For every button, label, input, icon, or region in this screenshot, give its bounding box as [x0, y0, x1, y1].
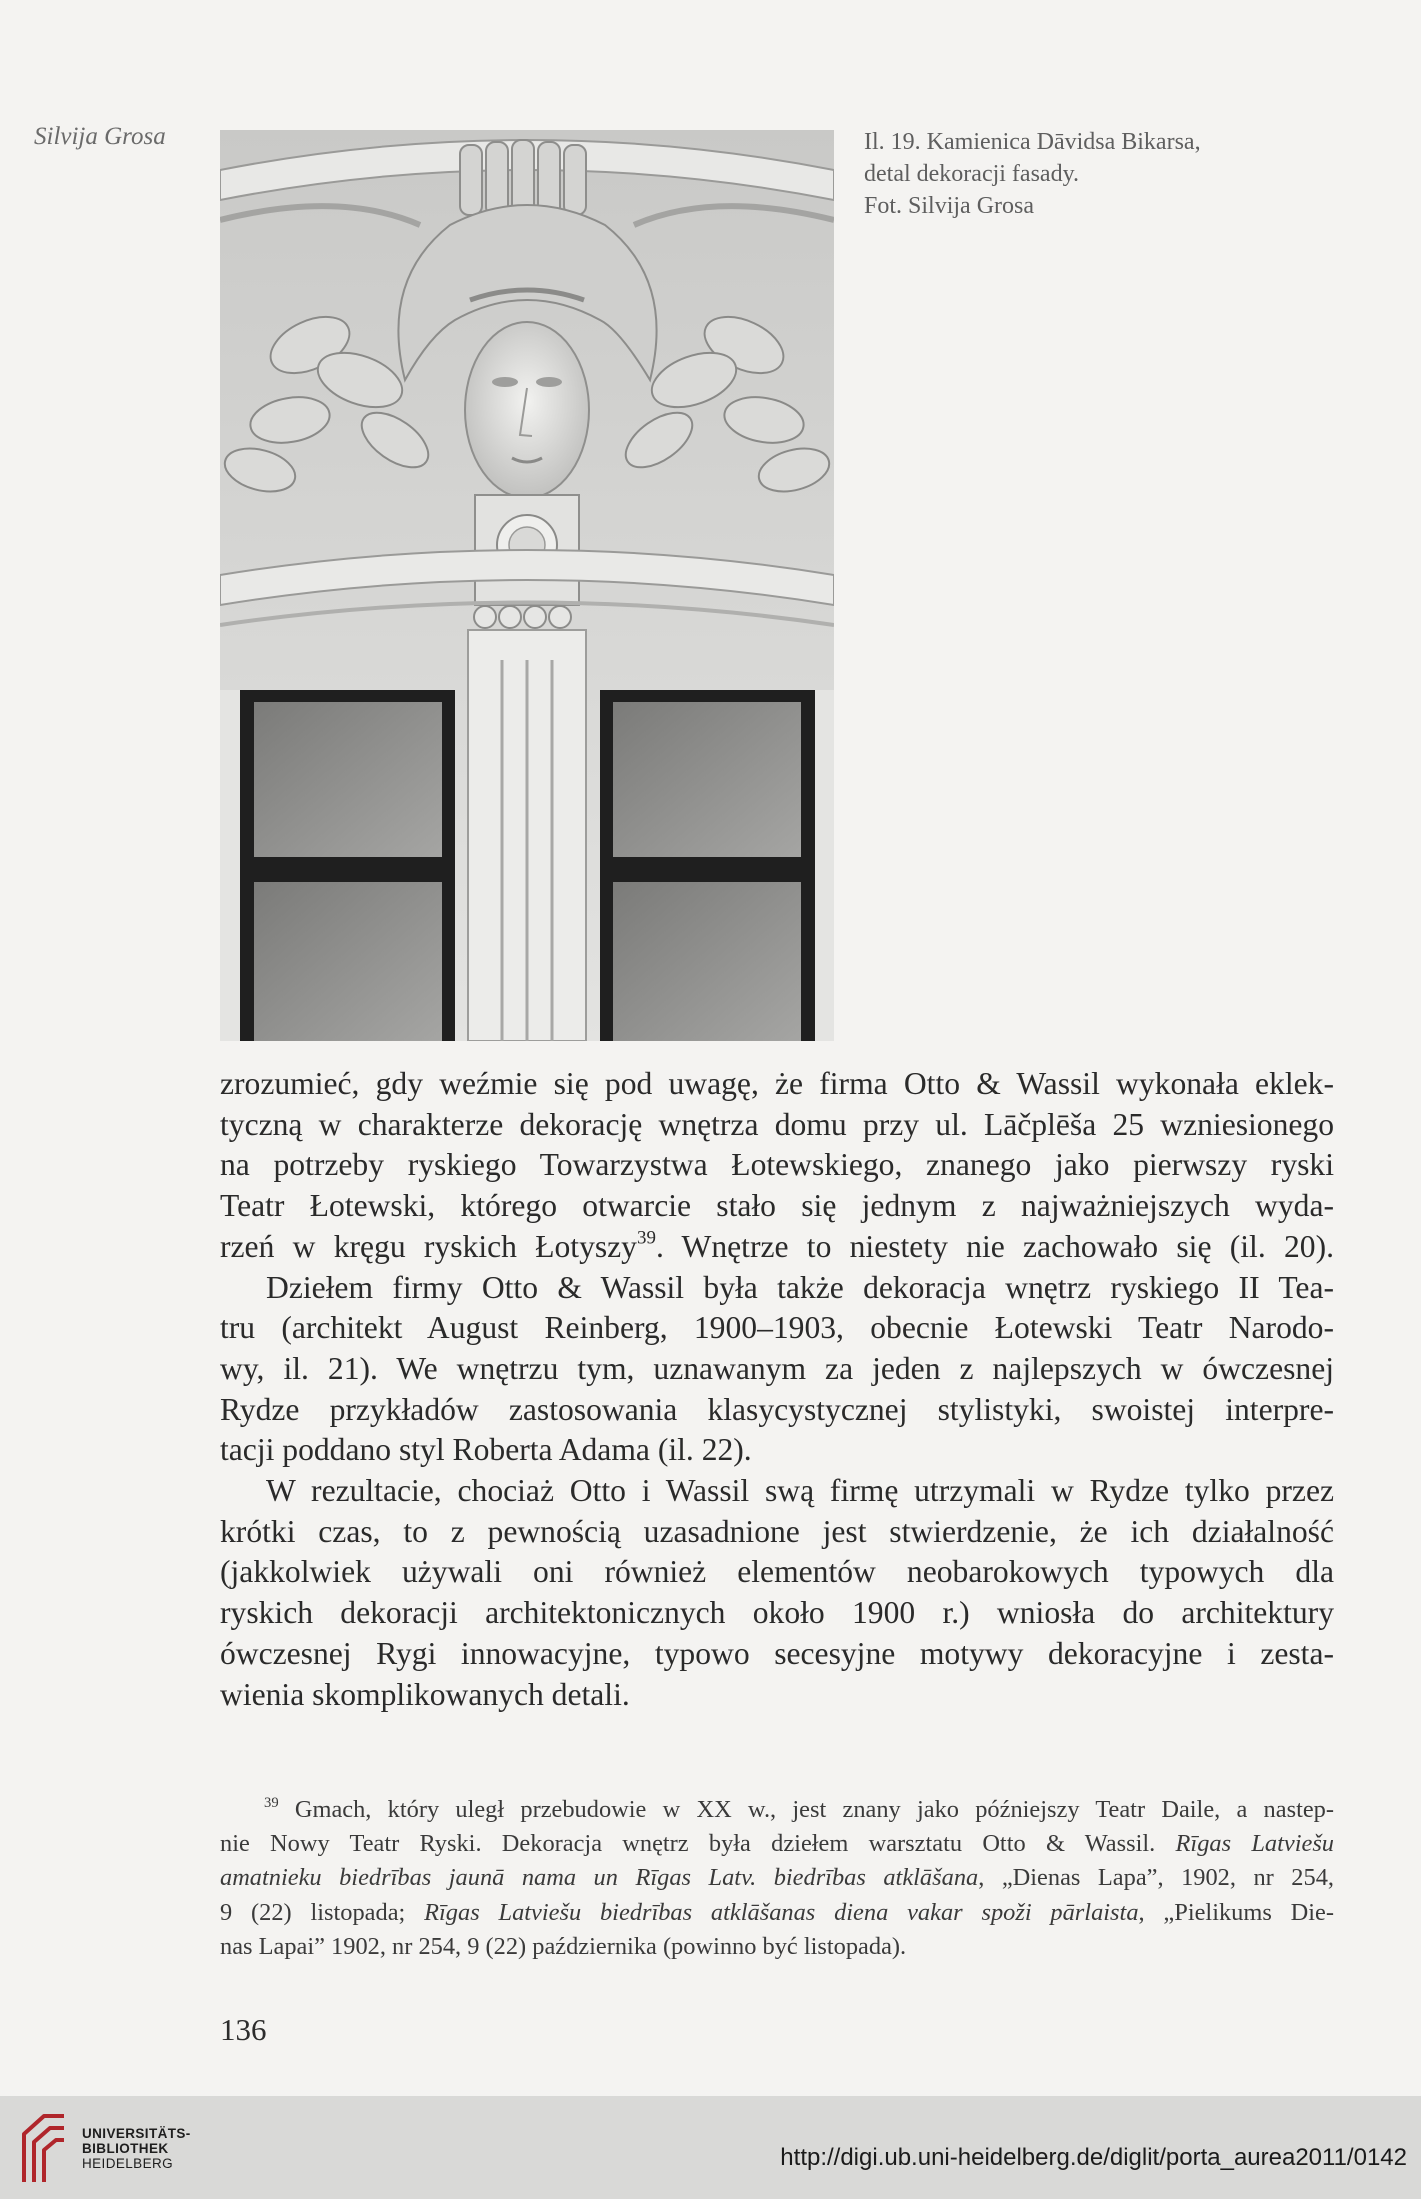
- library-logo-icon: [14, 2108, 72, 2188]
- text-line: ryskich dekoracji architektonicznych około 1900 r.) wniosła do architektury: [220, 1595, 1334, 1631]
- text-run-italic: amatnieku biedrības jaunā nama un Rīgas Latv. biedrības atklāšana: [220, 1864, 979, 1892]
- text-line: (jakkolwiek używali oni również elementów neobarokowych typowych dla: [220, 1554, 1334, 1590]
- text-line: Dziełem firmy Otto & Wassil była także dekoracja wnętrz ryskiego II Tea-: [266, 1269, 1334, 1305]
- caption-line: detal dekoracji fasady.: [864, 161, 1080, 187]
- text-line: na potrzeby ryskiego Towarzystwa Łotewskiego, znanego jako pierwszy ryski: [220, 1147, 1334, 1183]
- footnote-number: 39: [264, 1794, 279, 1811]
- caption-line: Il. 19. Kamienica Dāvidsa Bikarsa,: [864, 129, 1201, 155]
- footer-bar: [0, 2096, 1421, 2199]
- text-line: tru (architekt August Reinberg, 1900–1903, obecnie Łotewski Teatr Narodo-: [220, 1310, 1334, 1346]
- paragraph-3: [220, 1471, 1334, 1715]
- running-head: Silvija Grosa: [34, 123, 166, 150]
- library-name-line: HEIDELBERG: [82, 2156, 174, 2171]
- text-run: rzeń w kręgu ryskich Łotyszy: [220, 1228, 637, 1264]
- footnote-line: [220, 1793, 1334, 1827]
- library-name: [82, 2126, 191, 2171]
- text-run: Gmach, który uległ przebudowie w XX w., jest znany jako późniejszy Teatr Daile, a nastep-: [294, 1796, 1334, 1823]
- text-line: W rezultacie, chociaż Otto i Wassil swą firmę utrzymali w Rydze tylko przez: [266, 1473, 1334, 1509]
- text-run: , „Pielikums Die-: [1138, 1898, 1334, 1926]
- text-line: zrozumieć, gdy weźmie się pod uwagę, że firma Otto & Wassil wykonała eklek-: [220, 1066, 1334, 1101]
- library-name-line: BIBLIOTHEK: [82, 2141, 169, 2156]
- footnote-line: nas Lapai” 1902, nr 254, 9 (22) października (powinno być listopada).: [220, 1932, 907, 1960]
- text-line: [220, 1227, 1334, 1268]
- text-run-italic: Rīgas Latviešu biedrības atklāšanas diena vakar spoži pārlaista: [424, 1898, 1139, 1926]
- footnote-ref[interactable]: 39: [636, 1227, 656, 1249]
- text-line: tacji poddano styl Roberta Adama (il. 22).: [220, 1432, 752, 1468]
- footnote-line: [220, 1861, 1334, 1895]
- text-line: wy, il. 21). We wnętrzu tym, uznawanym za jeden z najlepszych w ówczesnej: [220, 1350, 1334, 1386]
- figure-caption: [864, 126, 1344, 222]
- text-run: . Wnętrze to niestety nie zachowało się (il. 20).: [655, 1228, 1334, 1264]
- text-run: nie Nowy Teatr Ryski. Dekoracja wnętrz była dziełem warsztatu Otto & Wassil.: [220, 1830, 1176, 1858]
- body-text: [220, 1064, 1334, 1715]
- text-run: , „Dienas Lapa”, 1902, nr 254,: [978, 1864, 1334, 1892]
- page-number: 136: [220, 2012, 267, 2047]
- source-url-link[interactable]: http://digi.ub.uni-heidelberg.de/diglit/porta_aurea2011/0142: [780, 2144, 1407, 2171]
- text-line: Teatr Łotewski, którego otwarcie stało się jednym z najważniejszych wyda-: [220, 1188, 1334, 1224]
- text-run-italic: Rīgas Latviešu: [1175, 1830, 1335, 1858]
- library-name-line: UNIVERSITÄTS-: [82, 2126, 191, 2141]
- paragraph-2: [220, 1268, 1334, 1472]
- text-line: wienia skomplikowanych detali.: [220, 1676, 630, 1712]
- text-run: 9 (22) listopada;: [220, 1898, 425, 1926]
- text-line: tyczną w charakterze dekorację wnętrza domu przy ul. Lāčplēša 25 wzniesionego: [220, 1106, 1334, 1142]
- paragraph-1: [220, 1064, 1334, 1268]
- text-line: krótki czas, to z pewnością uzasadnione jest stwierdzenie, że ich działalność: [220, 1513, 1334, 1549]
- text-line: Rydze przykładów zastosowania klasycystycznej stylistyki, swoistej interpre-: [220, 1391, 1334, 1427]
- caption-line: Fot. Silvija Grosa: [864, 193, 1035, 219]
- text-line: ówczesnej Rygi innowacyjne, typowo secesyjne motywy dekoracyjne i zesta-: [220, 1635, 1334, 1671]
- footnote-line: [220, 1896, 1334, 1930]
- footnote-line: [220, 1827, 1334, 1861]
- facade-photo: [220, 130, 834, 1041]
- footnote-39: [220, 1793, 1334, 1964]
